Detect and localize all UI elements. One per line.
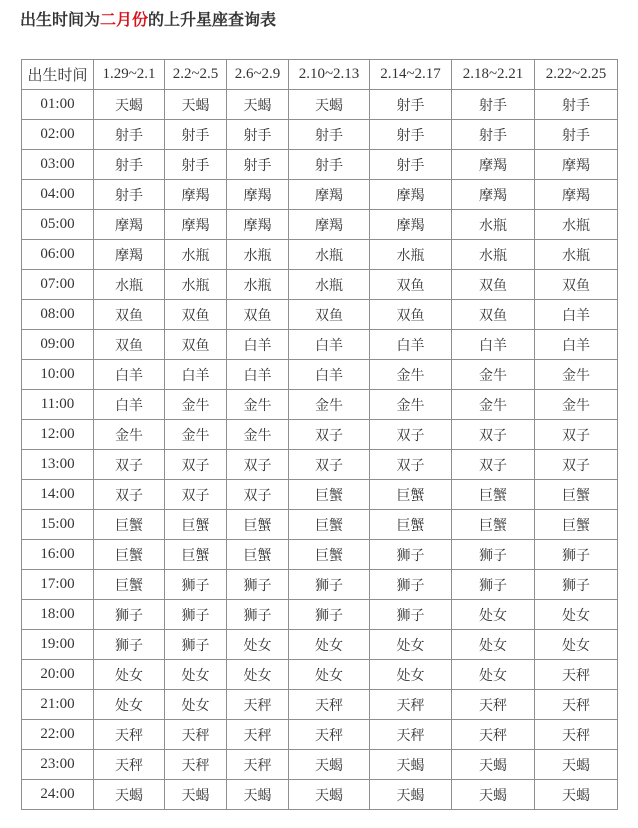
ascendant-sign-cell: 天蝎 <box>227 90 289 120</box>
ascendant-table <box>21 59 618 810</box>
ascendant-sign-cell: 摩羯 <box>94 240 165 270</box>
table-row <box>22 240 618 270</box>
ascendant-sign-cell: 巨蟹 <box>370 480 452 510</box>
table-row <box>22 150 618 180</box>
birth-time-cell: 17:00 <box>22 570 94 600</box>
column-header-date-range: 2.14~2.17 <box>370 60 452 90</box>
ascendant-sign-cell: 金牛 <box>165 420 227 450</box>
table-header-row <box>22 60 618 90</box>
ascendant-sign-cell: 巨蟹 <box>452 510 535 540</box>
ascendant-sign-cell: 巨蟹 <box>289 540 370 570</box>
birth-time-cell: 03:00 <box>22 150 94 180</box>
ascendant-sign-cell: 白羊 <box>370 330 452 360</box>
ascendant-sign-cell: 白羊 <box>289 360 370 390</box>
ascendant-sign-cell: 巨蟹 <box>227 540 289 570</box>
table-row <box>22 420 618 450</box>
birth-time-cell: 20:00 <box>22 660 94 690</box>
ascendant-sign-cell: 摩羯 <box>370 180 452 210</box>
birth-time-cell: 07:00 <box>22 270 94 300</box>
ascendant-sign-cell: 巨蟹 <box>452 480 535 510</box>
ascendant-sign-cell: 狮子 <box>370 570 452 600</box>
ascendant-sign-cell: 白羊 <box>452 330 535 360</box>
ascendant-sign-cell: 双子 <box>535 420 618 450</box>
ascendant-sign-cell: 金牛 <box>227 420 289 450</box>
title-prefix: 出生时间为 <box>20 10 101 29</box>
ascendant-sign-cell: 天秤 <box>94 750 165 780</box>
birth-time-cell: 23:00 <box>22 750 94 780</box>
ascendant-sign-cell: 双子 <box>227 450 289 480</box>
table-row <box>22 90 618 120</box>
ascendant-sign-cell: 双子 <box>289 450 370 480</box>
ascendant-sign-cell: 天秤 <box>227 750 289 780</box>
ascendant-sign-cell: 双鱼 <box>165 330 227 360</box>
title-highlight-month: 二月份 <box>100 10 149 29</box>
ascendant-sign-cell: 处女 <box>370 630 452 660</box>
ascendant-sign-cell: 双子 <box>227 480 289 510</box>
ascendant-sign-cell: 双鱼 <box>289 300 370 330</box>
ascendant-sign-cell: 水瓶 <box>289 270 370 300</box>
birth-time-cell: 22:00 <box>22 720 94 750</box>
ascendant-sign-cell: 天秤 <box>289 720 370 750</box>
ascendant-sign-cell: 摩羯 <box>165 210 227 240</box>
ascendant-sign-cell: 天秤 <box>452 690 535 720</box>
column-header-date-range: 2.10~2.13 <box>289 60 370 90</box>
ascendant-sign-cell: 巨蟹 <box>289 480 370 510</box>
ascendant-sign-cell: 巨蟹 <box>370 510 452 540</box>
ascendant-sign-cell: 白羊 <box>165 360 227 390</box>
ascendant-sign-cell: 天蝎 <box>535 750 618 780</box>
table-row <box>22 480 618 510</box>
ascendant-sign-cell: 水瓶 <box>165 240 227 270</box>
table-row <box>22 510 618 540</box>
ascendant-sign-cell: 水瓶 <box>227 270 289 300</box>
ascendant-sign-cell: 射手 <box>535 120 618 150</box>
table-row <box>22 180 618 210</box>
ascendant-sign-cell: 巨蟹 <box>227 510 289 540</box>
ascendant-sign-cell: 天蝎 <box>370 750 452 780</box>
ascendant-sign-cell: 狮子 <box>94 630 165 660</box>
ascendant-sign-cell: 狮子 <box>165 570 227 600</box>
ascendant-sign-cell: 狮子 <box>452 540 535 570</box>
ascendant-sign-cell: 处女 <box>227 630 289 660</box>
ascendant-sign-cell: 处女 <box>165 690 227 720</box>
ascendant-sign-cell: 狮子 <box>535 570 618 600</box>
ascendant-sign-cell: 射手 <box>227 120 289 150</box>
ascendant-sign-cell: 射手 <box>452 90 535 120</box>
ascendant-sign-cell: 水瓶 <box>165 270 227 300</box>
ascendant-sign-cell: 射手 <box>370 120 452 150</box>
ascendant-sign-cell: 白羊 <box>535 300 618 330</box>
ascendant-sign-cell: 狮子 <box>452 570 535 600</box>
table-row <box>22 750 618 780</box>
ascendant-sign-cell: 处女 <box>165 660 227 690</box>
ascendant-sign-cell: 狮子 <box>165 630 227 660</box>
table-row <box>22 630 618 660</box>
ascendant-sign-cell: 双子 <box>165 450 227 480</box>
ascendant-sign-cell: 射手 <box>94 180 165 210</box>
ascendant-sign-cell: 天秤 <box>535 690 618 720</box>
birth-time-cell: 10:00 <box>22 360 94 390</box>
title-suffix: 的上升星座查询表 <box>148 10 277 29</box>
ascendant-sign-cell: 天秤 <box>370 690 452 720</box>
ascendant-sign-cell: 摩羯 <box>370 210 452 240</box>
ascendant-sign-cell: 摩羯 <box>535 150 618 180</box>
ascendant-sign-cell: 射手 <box>94 150 165 180</box>
ascendant-sign-cell: 天蝎 <box>535 780 618 810</box>
ascendant-sign-cell: 处女 <box>535 630 618 660</box>
ascendant-sign-cell: 摩羯 <box>289 210 370 240</box>
ascendant-sign-cell: 摩羯 <box>94 210 165 240</box>
table-row <box>22 120 618 150</box>
ascendant-sign-cell: 狮子 <box>94 600 165 630</box>
ascendant-sign-cell: 白羊 <box>535 330 618 360</box>
ascendant-sign-cell: 双鱼 <box>94 330 165 360</box>
table-row <box>22 270 618 300</box>
ascendant-sign-cell: 水瓶 <box>227 240 289 270</box>
table-body <box>22 90 618 810</box>
ascendant-sign-cell: 双子 <box>94 450 165 480</box>
ascendant-sign-cell: 巨蟹 <box>94 540 165 570</box>
ascendant-sign-cell: 天秤 <box>227 720 289 750</box>
ascendant-sign-cell: 天秤 <box>535 660 618 690</box>
ascendant-sign-cell: 水瓶 <box>452 240 535 270</box>
ascendant-sign-cell: 狮子 <box>370 600 452 630</box>
column-header-date-range: 2.6~2.9 <box>227 60 289 90</box>
ascendant-sign-cell: 金牛 <box>535 390 618 420</box>
ascendant-sign-cell: 水瓶 <box>535 240 618 270</box>
ascendant-sign-cell: 摩羯 <box>165 180 227 210</box>
column-header-birth-time: 出生时间 <box>22 60 94 90</box>
ascendant-sign-cell: 天蝎 <box>452 750 535 780</box>
table-row <box>22 390 618 420</box>
ascendant-sign-cell: 狮子 <box>227 570 289 600</box>
ascendant-sign-cell: 天秤 <box>94 720 165 750</box>
ascendant-sign-cell: 天蝎 <box>289 90 370 120</box>
table-row <box>22 450 618 480</box>
ascendant-sign-cell: 水瓶 <box>535 210 618 240</box>
ascendant-sign-cell: 处女 <box>227 660 289 690</box>
table-row <box>22 600 618 630</box>
ascendant-sign-cell: 狮子 <box>165 600 227 630</box>
birth-time-cell: 01:00 <box>22 90 94 120</box>
birth-time-cell: 21:00 <box>22 690 94 720</box>
ascendant-sign-cell: 狮子 <box>370 540 452 570</box>
ascendant-sign-cell: 双子 <box>452 420 535 450</box>
ascendant-sign-cell: 天秤 <box>165 720 227 750</box>
ascendant-sign-cell: 射手 <box>370 90 452 120</box>
birth-time-cell: 18:00 <box>22 600 94 630</box>
table-row <box>22 300 618 330</box>
page-title <box>20 7 276 30</box>
birth-time-cell: 05:00 <box>22 210 94 240</box>
ascendant-sign-cell: 双子 <box>535 450 618 480</box>
ascendant-sign-cell: 巨蟹 <box>289 510 370 540</box>
ascendant-sign-cell: 天秤 <box>227 690 289 720</box>
ascendant-sign-cell: 金牛 <box>370 360 452 390</box>
ascendant-sign-cell: 金牛 <box>289 390 370 420</box>
ascendant-sign-cell: 金牛 <box>370 390 452 420</box>
ascendant-sign-cell: 狮子 <box>289 600 370 630</box>
ascendant-sign-cell: 射手 <box>165 120 227 150</box>
ascendant-sign-cell: 射手 <box>165 150 227 180</box>
ascendant-sign-cell: 巨蟹 <box>535 480 618 510</box>
ascendant-sign-cell: 天秤 <box>370 720 452 750</box>
birth-time-cell: 19:00 <box>22 630 94 660</box>
ascendant-sign-cell: 天蝎 <box>94 90 165 120</box>
ascendant-sign-cell: 天秤 <box>452 720 535 750</box>
ascendant-sign-cell: 射手 <box>535 90 618 120</box>
birth-time-cell: 02:00 <box>22 120 94 150</box>
birth-time-cell: 15:00 <box>22 510 94 540</box>
birth-time-cell: 24:00 <box>22 780 94 810</box>
ascendant-sign-cell: 射手 <box>227 150 289 180</box>
ascendant-sign-cell: 双鱼 <box>535 270 618 300</box>
birth-time-cell: 13:00 <box>22 450 94 480</box>
ascendant-sign-cell: 金牛 <box>94 420 165 450</box>
ascendant-sign-cell: 白羊 <box>227 330 289 360</box>
ascendant-sign-cell: 天蝎 <box>370 780 452 810</box>
ascendant-sign-cell: 双子 <box>370 450 452 480</box>
ascendant-sign-cell: 处女 <box>94 690 165 720</box>
ascendant-sign-cell: 双鱼 <box>370 270 452 300</box>
birth-time-cell: 09:00 <box>22 330 94 360</box>
column-header-date-range: 1.29~2.1 <box>94 60 165 90</box>
birth-time-cell: 11:00 <box>22 390 94 420</box>
ascendant-sign-cell: 天蝎 <box>165 780 227 810</box>
ascendant-sign-cell: 巨蟹 <box>165 510 227 540</box>
ascendant-sign-cell: 狮子 <box>227 600 289 630</box>
ascendant-sign-cell: 双鱼 <box>370 300 452 330</box>
table-row <box>22 330 618 360</box>
table-row <box>22 690 618 720</box>
birth-time-cell: 08:00 <box>22 300 94 330</box>
ascendant-sign-cell: 双鱼 <box>452 300 535 330</box>
ascendant-sign-cell: 水瓶 <box>289 240 370 270</box>
ascendant-sign-cell: 射手 <box>94 120 165 150</box>
ascendant-sign-cell: 射手 <box>289 120 370 150</box>
ascendant-sign-cell: 白羊 <box>289 330 370 360</box>
ascendant-sign-cell: 处女 <box>452 600 535 630</box>
ascendant-sign-cell: 摩羯 <box>535 180 618 210</box>
column-header-date-range: 2.22~2.25 <box>535 60 618 90</box>
ascendant-sign-cell: 巨蟹 <box>94 510 165 540</box>
ascendant-sign-cell: 摩羯 <box>452 180 535 210</box>
birth-time-cell: 16:00 <box>22 540 94 570</box>
ascendant-sign-cell: 摩羯 <box>227 180 289 210</box>
ascendant-sign-cell: 金牛 <box>452 360 535 390</box>
ascendant-sign-cell: 狮子 <box>535 540 618 570</box>
ascendant-sign-cell: 白羊 <box>227 360 289 390</box>
ascendant-sign-cell: 双鱼 <box>94 300 165 330</box>
ascendant-sign-cell: 水瓶 <box>370 240 452 270</box>
ascendant-sign-cell: 处女 <box>94 660 165 690</box>
ascendant-sign-cell: 金牛 <box>227 390 289 420</box>
ascendant-sign-cell: 处女 <box>370 660 452 690</box>
ascendant-sign-cell: 双鱼 <box>227 300 289 330</box>
ascendant-sign-cell: 巨蟹 <box>165 540 227 570</box>
ascendant-sign-cell: 天蝎 <box>289 780 370 810</box>
birth-time-cell: 14:00 <box>22 480 94 510</box>
ascendant-sign-cell: 射手 <box>289 150 370 180</box>
ascendant-sign-cell: 天蝎 <box>227 780 289 810</box>
column-header-date-range: 2.2~2.5 <box>165 60 227 90</box>
birth-time-cell: 04:00 <box>22 180 94 210</box>
ascendant-sign-cell: 天蝎 <box>165 90 227 120</box>
ascendant-sign-cell: 水瓶 <box>94 270 165 300</box>
ascendant-sign-cell: 处女 <box>452 630 535 660</box>
ascendant-sign-cell: 狮子 <box>289 570 370 600</box>
ascendant-sign-cell: 射手 <box>452 120 535 150</box>
table-row <box>22 210 618 240</box>
table-row <box>22 720 618 750</box>
ascendant-sign-cell: 白羊 <box>94 390 165 420</box>
ascendant-sign-cell: 金牛 <box>165 390 227 420</box>
ascendant-sign-cell: 天秤 <box>535 720 618 750</box>
ascendant-sign-cell: 天蝎 <box>289 750 370 780</box>
ascendant-sign-cell: 金牛 <box>452 390 535 420</box>
ascendant-sign-cell: 天蝎 <box>452 780 535 810</box>
ascendant-sign-cell: 天秤 <box>289 690 370 720</box>
table-row <box>22 660 618 690</box>
ascendant-sign-cell: 双子 <box>165 480 227 510</box>
birth-time-cell: 06:00 <box>22 240 94 270</box>
table-row <box>22 540 618 570</box>
ascendant-sign-cell: 摩羯 <box>289 180 370 210</box>
ascendant-sign-cell: 天秤 <box>165 750 227 780</box>
ascendant-sign-cell: 双子 <box>94 480 165 510</box>
ascendant-sign-cell: 处女 <box>289 660 370 690</box>
ascendant-sign-cell: 摩羯 <box>452 150 535 180</box>
ascendant-sign-cell: 巨蟹 <box>535 510 618 540</box>
ascendant-sign-cell: 水瓶 <box>452 210 535 240</box>
ascendant-sign-cell: 白羊 <box>94 360 165 390</box>
ascendant-sign-cell: 处女 <box>452 660 535 690</box>
birth-time-cell: 12:00 <box>22 420 94 450</box>
ascendant-sign-cell: 金牛 <box>535 360 618 390</box>
ascendant-sign-cell: 双子 <box>289 420 370 450</box>
column-header-date-range: 2.18~2.21 <box>452 60 535 90</box>
ascendant-sign-cell: 双子 <box>452 450 535 480</box>
ascendant-sign-cell: 双子 <box>370 420 452 450</box>
ascendant-sign-cell: 处女 <box>289 630 370 660</box>
ascendant-sign-cell: 双鱼 <box>165 300 227 330</box>
ascendant-sign-cell: 射手 <box>370 150 452 180</box>
table-row <box>22 360 618 390</box>
ascendant-sign-cell: 天蝎 <box>94 780 165 810</box>
table-row <box>22 780 618 810</box>
ascendant-sign-cell: 处女 <box>535 600 618 630</box>
ascendant-sign-cell: 巨蟹 <box>94 570 165 600</box>
ascendant-sign-cell: 双鱼 <box>452 270 535 300</box>
table-row <box>22 570 618 600</box>
ascendant-sign-cell: 摩羯 <box>227 210 289 240</box>
